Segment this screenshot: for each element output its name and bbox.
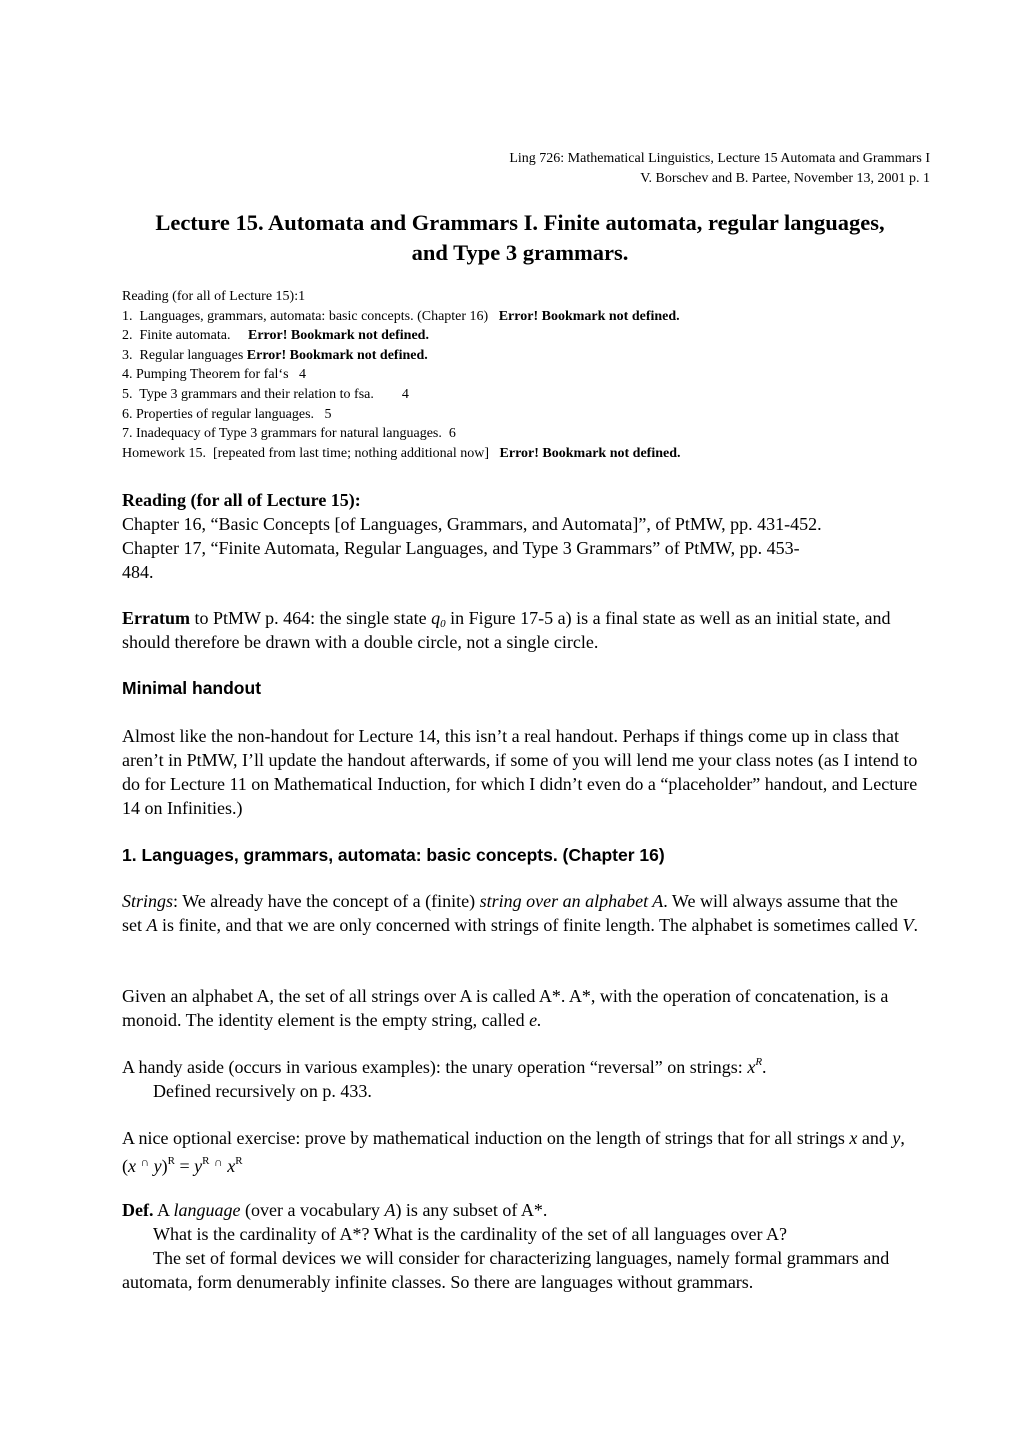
minimal-handout-heading: Minimal handout <box>122 678 262 698</box>
toc-error-text: Error! Bookmark not defined. <box>246 347 428 363</box>
toc-error-text: Error! Bookmark not defined. <box>499 445 681 461</box>
strings-paragraph: Strings: We already have the concept of a (finite) string over an alphabet A. We will always assume that the set A is finite, and that we are only concerned with strings of finite length. The alphabet is sometimes called V. <box>122 891 918 935</box>
reading-heading: Reading (for all of Lecture 15): <box>122 490 361 510</box>
minimal-handout-paragraph: Almost like the non-handout for Lecture 14, this isn’t a real handout. Perhaps if things come up in class that aren’t in PtMW, I’ll update the handout afterwards, if some of you will lend me your class notes (as I intend to do for Lecture 11 on Mathematical Induction, for which I didn’t even do a “placeholder” handout, and Lecture 14 on Infinities.) <box>122 726 918 818</box>
reading-line-2: Chapter 17, “Finite Automata, Regular Languages, and Type 3 Grammars” of PtMW, pp. 453- <box>122 538 800 558</box>
table-of-contents <box>122 287 681 463</box>
cardinality-question: What is the cardinality of A*? What is the cardinality of the set of all languages over A? <box>153 1224 787 1244</box>
section-1-heading: 1. Languages, grammars, automata: basic concepts. (Chapter 16) <box>122 845 665 865</box>
header-line-2: V. Borschev and B. Partee, November 13, 2001 p. 1 <box>640 171 930 186</box>
optional-exercise: A nice optional exercise: prove by mathematical induction on the length of strings that for all strings x and y, (x ∩ $y)^R = y^R$ ∩ $x^R$ <box>122 1128 905 1176</box>
title-line-2: and Type 3 grammars. <box>411 240 629 265</box>
toc-entry[interactable]: 7. Inadequacy of Type 3 grammars for natural languages. 6 <box>122 426 456 442</box>
toc-entry[interactable]: 4. Pumping Theorem for fal‘s 4 <box>122 367 307 383</box>
header-line-1: Ling 726: Mathematical Linguistics, Lecture 15 Automata and Grammars I <box>509 151 930 166</box>
formal-devices-note: The set of formal devices we will consider for characterizing languages, namely formal grammars and automata, form denumerably infinite classes. So there are languages without grammars. <box>122 1248 890 1292</box>
toc-entry[interactable]: 6. Properties of regular languages. 5 <box>122 406 332 422</box>
reading-line-1: Chapter 16, “Basic Concepts [of Languages, Grammars, and Automata]”, of PtMW, pp. 431-452. <box>122 514 822 534</box>
reading-section <box>122 488 922 584</box>
lecture-title <box>110 208 930 268</box>
toc-entry[interactable]: Homework 15. [repeated from last time; nothing additional now] Error! Bookmark not defined. <box>122 445 681 461</box>
toc-error-text: Error! Bookmark not defined. <box>498 308 680 324</box>
title-line-1: Lecture 15. Automata and Grammars I. Finite automata, regular languages, <box>155 210 885 235</box>
reversal-aside: A handy aside (occurs in various examples): the unary operation “reversal” on strings: $x^R$. Defined recursively on p. 433. <box>122 1056 767 1101</box>
toc-error-text: Error! Bookmark not defined. <box>247 328 429 344</box>
toc-entry[interactable]: 5. Type 3 grammars and their relation to fsa. 4 <box>122 386 409 402</box>
toc-entry[interactable]: Reading (for all of Lecture 15):1 <box>122 289 306 304</box>
monoid-paragraph: Given an alphabet A, the set of all strings over A is called A*. A*, with the operation of concatenation, is a monoid. The identity element is the empty string, called e. <box>122 986 889 1030</box>
running-header <box>509 149 930 189</box>
toc-entry[interactable]: 2. Finite automata. Error! Bookmark not defined. <box>122 328 429 344</box>
reading-line-3: 484. <box>122 562 154 582</box>
toc-entry[interactable]: 1. Languages, grammars, automata: basic concepts. (Chapter 16) Error! Bookmark not defined. <box>122 308 680 324</box>
language-definition: Def. A language (over a vocabulary A) is any subset of A*. What is the cardinality of A*? What is the cardinality of the set of all languages over A? The set of formal devices we will consider for characterizing languages, namely formal grammars and automata, form denumerably infinite classes. So there are languages without grammars. <box>122 1198 922 1294</box>
erratum-paragraph: Erratum to PtMW p. 464: the single state $q_0$ in Figure 17-5 a) is a final state as well as an initial state, and should therefore be drawn with a double circle, not a single circle. <box>122 608 891 652</box>
erratum-label: Erratum <box>122 608 190 628</box>
toc-entry[interactable]: 3. Regular languages Error! Bookmark not defined. <box>122 347 428 363</box>
